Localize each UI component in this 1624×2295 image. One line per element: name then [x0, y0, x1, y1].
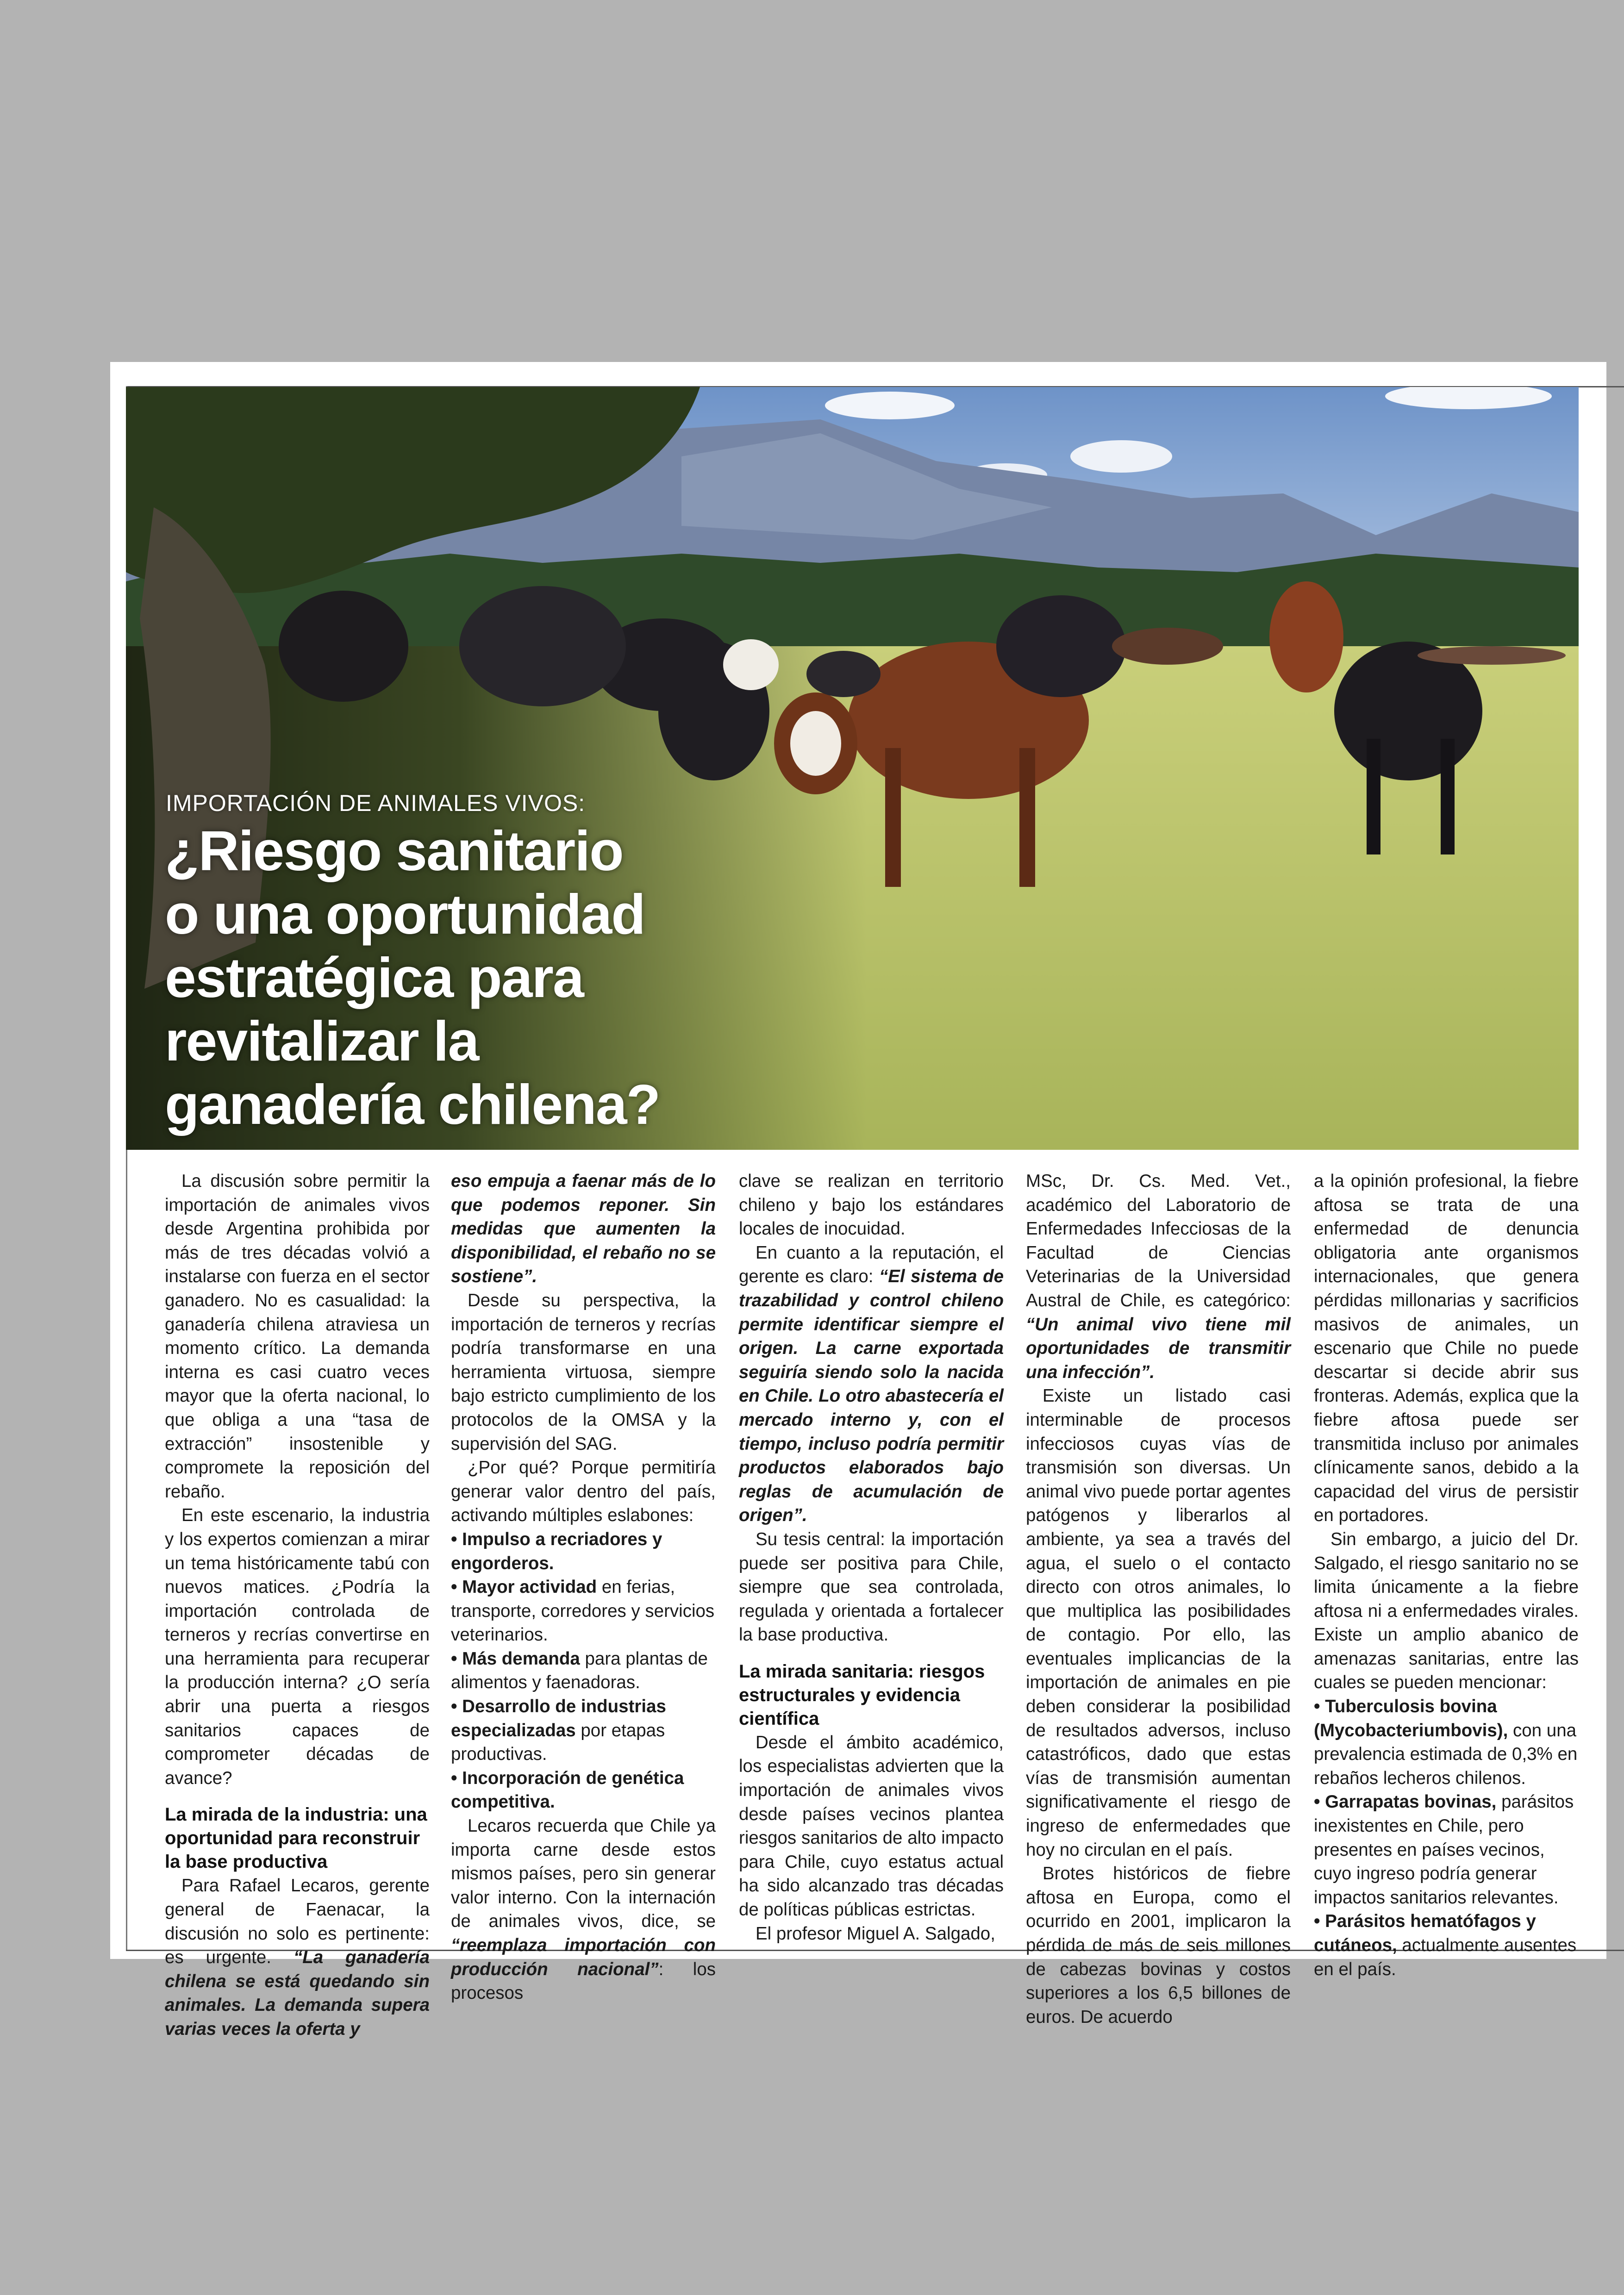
bullet-lead: • Desarrollo de industrias especializadas — [451, 1696, 666, 1740]
bullet-item — [1314, 1790, 1579, 1909]
paragraph — [1026, 1169, 1291, 1384]
quote: “reemplaza importación con producción nacional” — [451, 1935, 716, 1979]
text-column-4 — [1026, 1169, 1291, 2029]
bullet-item — [451, 1647, 716, 1695]
kicker: IMPORTACIÓN DE ANIMALES VIVOS: — [166, 790, 586, 816]
quote: “El sistema de trazabilidad y control chileno permite identificar siempre el origen. La carne exportada seguiría siendo solo la nacida en Chile. Lo otro abastecería el mercado interno y, con el tiempo, incluso podría permitir productos elaborados bajo reglas de acumulación de origen”. — [739, 1266, 1004, 1526]
paragraph: El profesor Miguel A. Salgado, — [756, 1923, 995, 1944]
bullet-text: en ferias, transporte, corredores y servicios veterinarios. — [451, 1577, 715, 1645]
paragraph: clave se realizan en territorio chileno y bajo los estándares locales de inocuidad. — [739, 1171, 1004, 1239]
paragraph — [739, 1241, 1004, 1528]
subheading: La mirada de la industria: una oportunidad para reconstruir la base productiva — [165, 1804, 427, 1872]
headline-line: ganadería chilena? — [165, 1073, 660, 1136]
paragraph: Existe un listado casi interminable de procesos infecciosos cuyas vías de transmisión son diversas. Un animal vivo puede portar agentes patógenos y liberarlos al ambiente, ya sea a través del agua, el suelo o el contacto directo con otros animales, lo que multiplica las posibilidades de contagio. Por ello, las eventuales implicancias de la importación de animales en pie deben considerar la posibilidad de resultados adversos, incluso catastróficos, dado que estas vías de transmisión aumentan significativamente el riesgo de ingreso de enfermedades que hoy no circulan en el país. — [1026, 1386, 1291, 1860]
subheading: La mirada sanitaria: riesgos estructurales y evidencia científica — [739, 1661, 985, 1729]
headline-line: revitalizar la — [165, 1010, 479, 1073]
bullet-text: actualmente ausentes en el país. — [1314, 1935, 1577, 1979]
quote: eso empuja a faenar más de lo que podemos reponer. Sin medidas que aumenten la disponibilidad, el rebaño no se sostiene”. — [451, 1171, 716, 1287]
paragraph-text: Lecaros recuerda que Chile ya importa carne desde estos mismos países, pero sin generar valor interno. Con la internación de animales vivos, dice, se — [451, 1816, 716, 1932]
paragraph-text: Para Rafael Lecaros, gerente general de Faenacar, la discusión no solo es pertinente: es urgente. — [165, 1876, 430, 1968]
paragraph: ¿Por qué? Porque permitiría generar valor dentro del país, activando múltiples eslabones: — [451, 1458, 716, 1526]
paragraph-text: : los procesos — [451, 1959, 716, 2003]
headline-line: ¿Riesgo sanitario — [165, 819, 623, 882]
paragraph: Su tesis central: la importación puede ser positiva para Chile, siempre que sea controlada, regulada y orientada a fortalecer la base productiva. — [739, 1529, 1004, 1645]
paragraph: La discusión sobre permitir la importación de animales vivos desde Argentina prohibida por más de tres décadas volvió a instalarse con fuerza en el sector ganadero. No es casualidad: la ganadería chilena atraviesa un momento crítico. La demanda interna es casi cuatro veces mayor que la oferta nacional, lo que obliga a una “tasa de extracción” insostenible y compromete la reposición del rebaño. — [165, 1171, 430, 1502]
bullet-item: • Impulso a recriadores y engorderos. — [451, 1529, 662, 1573]
bullet-text: parásitos inexistentes en Chile, pero presentes en países vecinos, cuyo ingreso podría generar impactos sanitarios relevantes. — [1314, 1792, 1574, 1908]
headline-line: o una oportunidad — [165, 883, 645, 946]
bullet-lead: • Mayor actividad — [451, 1577, 597, 1597]
bullet-text: para plantas de alimentos y faenadoras. — [451, 1648, 708, 1693]
bullet-text: con una prevalencia estimada de 0,3% en rebaños lecheros chilenos. — [1314, 1720, 1578, 1788]
paragraph: Desde su perspectiva, la importación de terneros y recrías podría transformarse en una herramienta virtuosa, siempre bajo estricto cumplimiento de los protocolos de la OMSA y la supervisión del SAG. — [451, 1290, 716, 1454]
bullet-item: • Incorporación de genética competitiva. — [451, 1768, 684, 1812]
bullet-text: por etapas productivas. — [451, 1720, 665, 1765]
bullet-item — [1314, 1695, 1579, 1790]
paragraph: Brotes históricos de fiebre aftosa en Europa, como el ocurrido en 2001, implicaron la pérdida de más de seis millones de cabezas bovinas y costos superiores a los 6,5 billones de euros. De acuerdo — [1026, 1864, 1291, 2027]
text-column-2 — [451, 1169, 716, 2005]
paragraph: a la opinión profesional, la fiebre aftosa se trata de una enfermedad de denuncia obligatoria ante organismos internacionales, que genera pérdidas millonarias y sacrificios masivos de animales, un escenario que Chile no puede descartar si decide abrir sus fronteras. Además, explica que la fiebre aftosa puede ser transmitida incluso por animales clínicamente sanos, debido a la capacidad del virus de persistir en portadores. — [1314, 1171, 1579, 1526]
quote: “La ganadería chilena se está quedando sin animales. La demanda supera varias veces la oferta y — [165, 1947, 430, 2039]
paragraph-text: En cuanto a la reputación, el gerente es claro: — [739, 1242, 1004, 1287]
bullet-lead: • Parásitos hematófagos y cutáneos, — [1314, 1911, 1536, 1955]
paragraph-text: MSc, Dr. Cs. Med. Vet., académico del Laboratorio de Enfermedades Infecciosas de la Facultad de Ciencias Veterinarias de la Universidad Austral de Chile, es categórico: — [1026, 1171, 1291, 1310]
text-column-3 — [739, 1169, 1004, 1946]
headline-line: estratégica para — [165, 946, 583, 1009]
bullet-item — [451, 1575, 716, 1647]
cloud — [1070, 440, 1172, 473]
text-column-1 — [165, 1169, 430, 2041]
paragraph: Sin embargo, a juicio del Dr. Salgado, el riesgo sanitario no se limita únicamente a la fiebre aftosa ni a enfermedades virales. Existe un amplio abanico de amenazas sanitarias, entre las cuales se pueden mencionar: — [1314, 1529, 1579, 1693]
cloud — [825, 392, 955, 419]
headline — [165, 819, 767, 1136]
paragraph: Desde el ámbito académico, los especialistas advierten que la importación de animales vivos desde países vecinos plantea riesgos sanitarios de alto impacto para Chile, cuyo estatus actual ha sido alcanzado tras décadas de políticas públicas estrictas. — [739, 1732, 1004, 1920]
bullet-lead: • Garrapatas bovinas, — [1314, 1792, 1497, 1812]
bullet-item — [1314, 1909, 1579, 1981]
paragraph — [451, 1814, 716, 2005]
text-column-5 — [1314, 1169, 1579, 1981]
bullet-lead: • Tuberculosis bovina (Mycobacteriumbovis), — [1314, 1696, 1508, 1740]
bullet-lead: • Más demanda — [451, 1648, 580, 1669]
quote: “Un animal vivo tiene mil oportunidades de transmitir una infección”. — [1026, 1314, 1291, 1382]
bullet-item — [451, 1695, 716, 1766]
paragraph: En este escenario, la industria y los expertos comienzan a mirar un tema históricamente tabú con nuevos matices. ¿Podría la importación controlada de terneros y recrías convertirse en una herramienta para recuperar la producción interna? ¿O sería abrir una puerta a riesgos sanitarios capaces de comprometer décadas de avance? — [165, 1505, 430, 1788]
paragraph — [165, 1874, 430, 2041]
